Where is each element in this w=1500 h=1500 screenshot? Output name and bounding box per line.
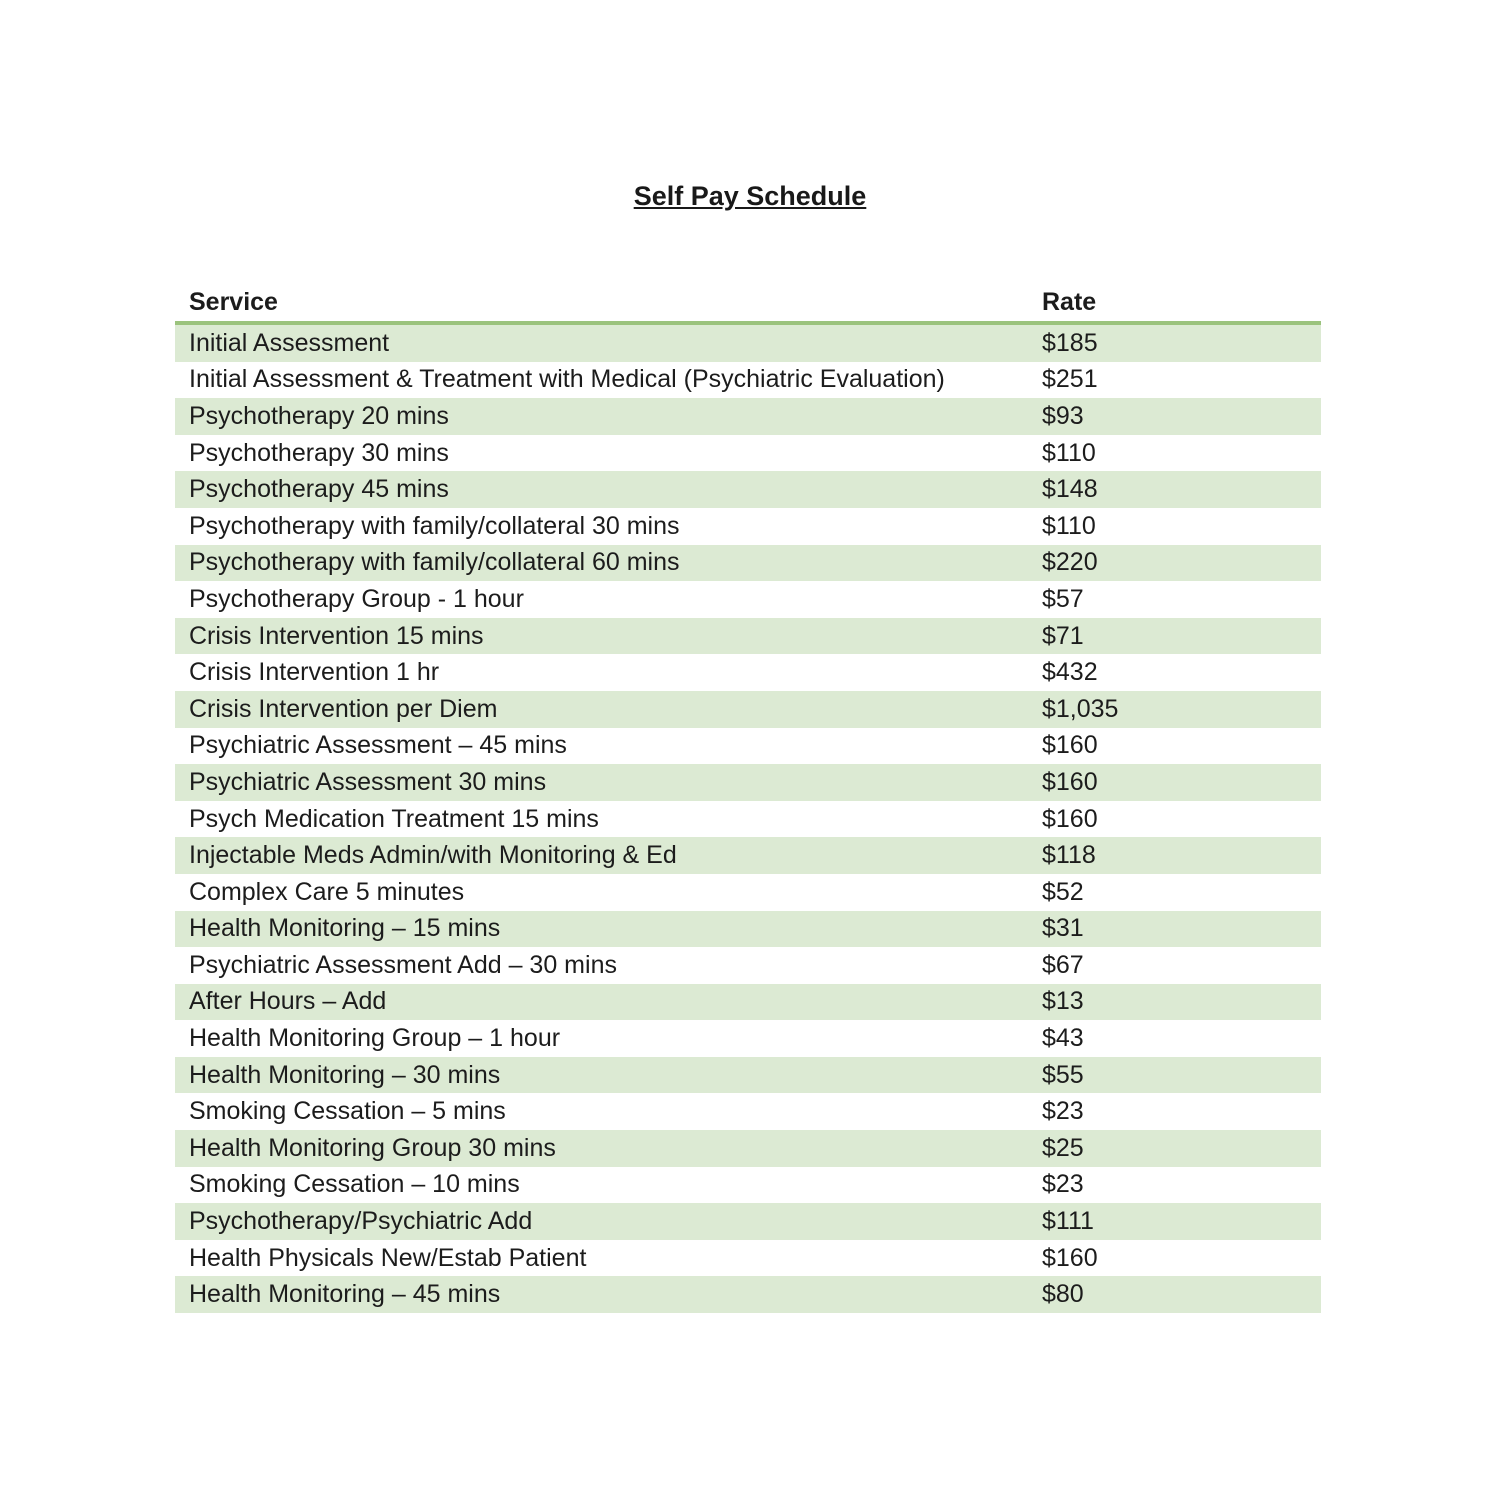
rate-cell: $93: [1042, 403, 1084, 429]
service-cell: Complex Care 5 minutes: [189, 879, 465, 905]
table-row: [175, 325, 1321, 362]
rate-cell: $110: [1042, 440, 1096, 466]
service-cell: Health Monitoring – 45 mins: [189, 1282, 501, 1308]
service-cell: Smoking Cessation – 5 mins: [189, 1099, 506, 1125]
service-cell: Psychotherapy Group - 1 hour: [189, 586, 524, 612]
rate-cell: $57: [1042, 586, 1084, 612]
page-title: Self Pay Schedule: [633, 181, 867, 211]
table-row: [175, 581, 1321, 618]
service-cell: Psychotherapy with family/collateral 30 mins: [189, 513, 680, 539]
rate-cell: $185: [1042, 330, 1098, 356]
table-row: [175, 947, 1321, 984]
table-header-row: [175, 283, 1321, 325]
rate-cell: $160: [1042, 1245, 1098, 1271]
service-cell: Crisis Intervention per Diem: [189, 696, 498, 722]
table-row: [175, 984, 1321, 1021]
table-row: [175, 691, 1321, 728]
service-cell: Psychotherapy 30 mins: [189, 440, 449, 466]
rate-cell: $111: [1042, 1209, 1094, 1235]
service-cell: Psych Medication Treatment 15 mins: [189, 806, 599, 832]
service-cell: Health Monitoring Group 30 mins: [189, 1135, 556, 1161]
self-pay-rate-table: [175, 283, 1321, 1313]
service-cell: After Hours – Add: [189, 989, 387, 1015]
rate-cell: $160: [1042, 733, 1098, 759]
rate-cell: $43: [1042, 1026, 1084, 1052]
table-row: [175, 1276, 1321, 1313]
service-cell: Health Monitoring – 30 mins: [189, 1062, 501, 1088]
service-cell: Health Physicals New/Estab Patient: [189, 1245, 587, 1271]
service-column-header: Service: [189, 289, 278, 315]
table-row: [175, 1203, 1321, 1240]
rate-cell: $220: [1042, 550, 1098, 576]
table-row: [175, 508, 1321, 545]
service-cell: Health Monitoring Group – 1 hour: [189, 1026, 561, 1052]
service-cell: Injectable Meds Admin/with Monitoring & Ed: [189, 843, 677, 869]
table-row: [175, 398, 1321, 435]
table-row: [175, 728, 1321, 765]
table-row: [175, 874, 1321, 911]
rate-cell: $118: [1042, 843, 1096, 869]
rate-cell: $110: [1042, 513, 1096, 539]
service-cell: Psychotherapy 45 mins: [189, 477, 449, 503]
rate-cell: $23: [1042, 1172, 1084, 1198]
service-cell: Initial Assessment & Treatment with Medical (Psychiatric Evaluation): [189, 367, 945, 393]
rate-cell: $23: [1042, 1099, 1084, 1125]
service-cell: Psychotherapy 20 mins: [189, 403, 449, 429]
table-row: [175, 1093, 1321, 1130]
service-cell: Smoking Cessation – 10 mins: [189, 1172, 520, 1198]
table-row: [175, 1130, 1321, 1167]
service-cell: Psychotherapy with family/collateral 60 mins: [189, 550, 680, 576]
table-body: [175, 325, 1321, 1313]
rate-cell: $251: [1042, 367, 1098, 393]
table-row: [175, 435, 1321, 472]
table-row: [175, 545, 1321, 582]
service-cell: Health Monitoring – 15 mins: [189, 916, 501, 942]
table-row: [175, 764, 1321, 801]
service-cell: Psychiatric Assessment – 45 mins: [189, 733, 567, 759]
rate-cell: $148: [1042, 477, 1098, 503]
table-row: [175, 1167, 1321, 1204]
service-cell: Crisis Intervention 15 mins: [189, 623, 484, 649]
rate-cell: $432: [1042, 660, 1098, 686]
table-row: [175, 1020, 1321, 1057]
table-row: [175, 837, 1321, 874]
rate-cell: $25: [1042, 1135, 1084, 1161]
table-row: [175, 911, 1321, 948]
rate-cell: $80: [1042, 1282, 1084, 1308]
service-cell: Psychotherapy/Psychiatric Add: [189, 1209, 533, 1235]
service-cell: Crisis Intervention 1 hr: [189, 660, 440, 686]
rate-cell: $31: [1042, 916, 1084, 942]
rate-cell: $160: [1042, 806, 1098, 832]
table-row: [175, 471, 1321, 508]
rate-column-header: Rate: [1042, 289, 1097, 315]
rate-cell: $1,035: [1042, 696, 1119, 722]
rate-cell: $160: [1042, 769, 1098, 795]
table-row: [175, 618, 1321, 655]
table-row: [175, 362, 1321, 399]
table-row: [175, 801, 1321, 838]
table-row: [175, 1240, 1321, 1277]
table-row: [175, 654, 1321, 691]
rate-cell: $67: [1042, 952, 1084, 978]
service-cell: Initial Assessment: [189, 330, 390, 356]
rate-cell: $52: [1042, 879, 1084, 905]
table-row: [175, 1057, 1321, 1094]
rate-cell: $71: [1042, 623, 1084, 649]
rate-cell: $55: [1042, 1062, 1084, 1088]
service-cell: Psychiatric Assessment 30 mins: [189, 769, 547, 795]
service-cell: Psychiatric Assessment Add – 30 mins: [189, 952, 617, 978]
rate-cell: $13: [1042, 989, 1084, 1015]
